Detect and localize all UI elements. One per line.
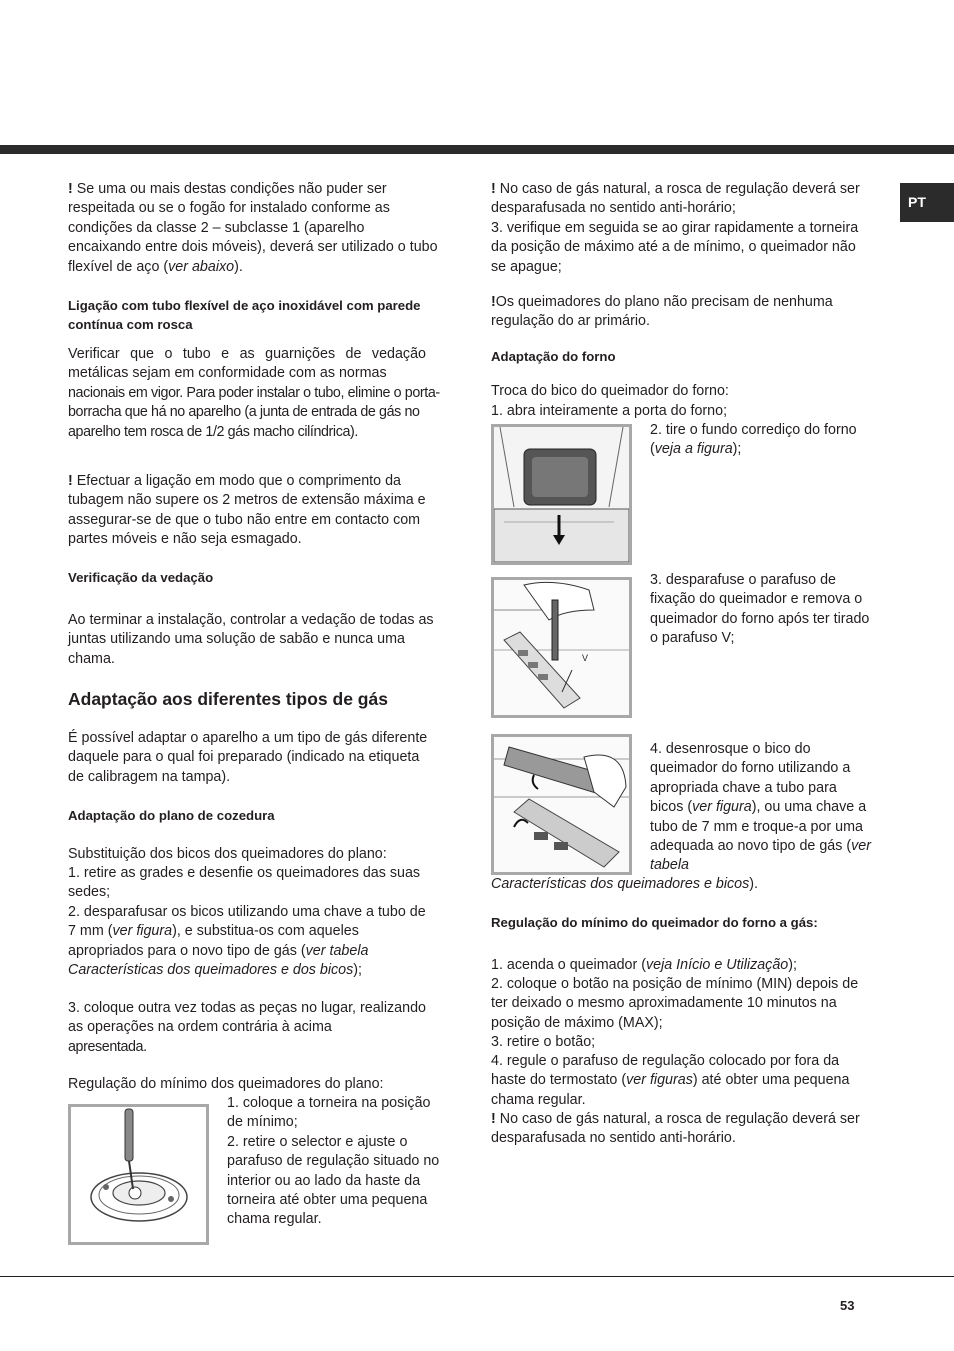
language-tab: PT bbox=[900, 183, 954, 222]
paragraph-step4-tail: Características dos queimadores e bicos). bbox=[491, 876, 758, 892]
paragraph-substituicao-3: 3. coloque outra vez todas as peças no lugar, realizando as operações na ordem contrária à acima bbox=[68, 1000, 426, 1036]
paragraph-reg-4: 4. regule o parafuso de regulação colocado por fora da haste do termostato (ver figuras) até obter uma pequena chama regular. bbox=[491, 1053, 850, 1108]
warning-length: ! Efectuar a ligação em modo que o comprimento da tubagem não supere os 2 metros de extensão máxima e assegurar-se de que o tubo não entre em contacto com partes móveis e não seja esmagado. bbox=[68, 473, 426, 548]
paragraph-step3-torneira: 3. verifique em seguida se ao girar rapidamente a torneira da posição de máximo até a de mínimo, o queimador não se apague; bbox=[491, 220, 859, 275]
oven-slide-out-illustration bbox=[494, 427, 629, 562]
heading-verificacao: Verificação da vedação bbox=[68, 570, 214, 585]
nozzle-wrench-illustration bbox=[494, 737, 629, 872]
warning-natural-gas-2: ! No caso de gás natural, a rosca de regulação deverá ser desparafusada no sentido anti-horário. bbox=[491, 1111, 860, 1147]
warning-flexible-steel: ! Se uma ou mais destas condições não puder ser respeitada ou se o fogão for instalado conforme as condições da classe 2 – subclasse 1 (aparelho encaixando entre dois móveis), deverá ser utilizado o tubo flexível de aço (ver abaixo). bbox=[68, 181, 438, 275]
warning-primary-air: !Os queimadores do plano não precisam de nenhuma regulação do ar primário. bbox=[491, 294, 833, 330]
warning-mark: ! bbox=[68, 473, 73, 489]
heading-regulacao-forno: Regulação do mínimo do queimador do forno a gás: bbox=[491, 915, 818, 930]
warning-mark: ! bbox=[491, 181, 496, 197]
warning-mark: ! bbox=[491, 294, 496, 310]
paragraph-step3-parafuso: 3. desparafuse o parafuso de fixação do queimador e remova o queimador do forno após ter tirado o parafuso V; bbox=[650, 572, 870, 647]
nozzle-wrench-figure bbox=[491, 734, 632, 875]
section-title-adaptacao: Adaptação aos diferentes tipos de gás bbox=[68, 689, 388, 709]
warning-mark: ! bbox=[491, 1111, 496, 1127]
paragraph-substituicao-3b: apresentada. bbox=[68, 1039, 147, 1055]
warning-natural-gas: ! No caso de gás natural, a rosca de regulação deverá ser desparafusada no sentido anti-horário; bbox=[491, 181, 860, 217]
burner-screw-figure bbox=[491, 577, 632, 718]
paragraph-substituicao-1: 1. retire as grades e desenfie os queimadores das suas sedes; bbox=[68, 865, 421, 901]
paragraph-verificar-2: nacionais em vigor. Para poder instalar o tubo, elimine o porta-borracha que há no aparelho (a junta de entrada de gás no aparelho tem rosca de 1/2 gás macho cilíndrica). bbox=[68, 385, 440, 440]
heading-plano-cozedura: Adaptação do plano de cozedura bbox=[68, 808, 275, 823]
paragraph-verificacao: Ao terminar a instalação, controlar a vedação de todas as juntas utilizando uma solução de sabão e nunca uma chama. bbox=[68, 612, 434, 667]
paragraph-reg-2: 2. coloque o botão na posição de mínimo (MIN) depois de ter deixado o mesmo aproximadamente 10 minutos na posição de máximo (MAX); bbox=[491, 976, 859, 1031]
paragraph-troca-intro: Troca do bico do queimador do forno: bbox=[491, 383, 729, 399]
paragraph-adaptacao: É possível adaptar o aparelho a um tipo de gás diferente daquele para o qual foi preparado (indicado na etiqueta de calibragem na tampa). bbox=[68, 730, 428, 785]
paragraph-troca-1: 1. abra inteiramente a porta do forno; bbox=[491, 403, 728, 419]
paragraph-regulacao-intro: Regulação do mínimo dos queimadores do plano: bbox=[68, 1076, 384, 1092]
paragraph-step4-bico: 4. desenrosque o bico do queimador do forno utilizando a apropriada chave a tubo para bicos (ver figura), ou uma chave a tubo de 7 mm e troque-a por uma adequada ao novo tipo de gás (ver tabela bbox=[650, 741, 871, 874]
paragraph-substituicao-2: 2. desparafusar os bicos utilizando uma chave a tubo de 7 mm (ver figura), e substitua-os com aqueles apropriados para o novo tipo de gás (ver tabela Características dos queimadores e dos bicos); bbox=[68, 904, 426, 979]
oven-burner-screw-illustration bbox=[494, 580, 629, 715]
screwdriver-burner-illustration bbox=[71, 1107, 206, 1242]
burner-adjust-figure bbox=[68, 1104, 209, 1245]
heading-adaptacao-forno: Adaptação do forno bbox=[491, 349, 616, 364]
paragraph-reg-3: 3. retire o botão; bbox=[491, 1034, 596, 1050]
footer-rule bbox=[0, 1276, 954, 1277]
warning-mark: ! bbox=[68, 181, 73, 197]
page-number: 53 bbox=[840, 1298, 855, 1313]
paragraph-step2-fundo: 2. tire o fundo corrediço do forno (veja a figura); bbox=[650, 422, 857, 458]
oven-bottom-figure bbox=[491, 424, 632, 565]
paragraph-reg-1: 1. acenda o queimador (veja Início e Utilização); bbox=[491, 957, 797, 973]
paragraph-regulacao-steps: 1. coloque a torneira na posição de mínimo; 2. retire o selector e ajuste o parafuso de regulação situado no interior ou ao lado da haste da torneira até obter uma pequena chama regular. bbox=[227, 1095, 440, 1228]
screw-v-label: V bbox=[582, 653, 589, 663]
paragraph-substituicao-intro: Substituição dos bicos dos queimadores do plano: bbox=[68, 846, 387, 862]
heading-ligacao-tubo: Ligação com tubo flexível de aço inoxidável com parede contínua com rosca bbox=[68, 298, 421, 333]
header-bar bbox=[0, 145, 954, 154]
paragraph-verificar-1: Verificar que o tubo e as guarnições de vedação metálicas sejam em conformidade com as normas bbox=[68, 346, 426, 382]
